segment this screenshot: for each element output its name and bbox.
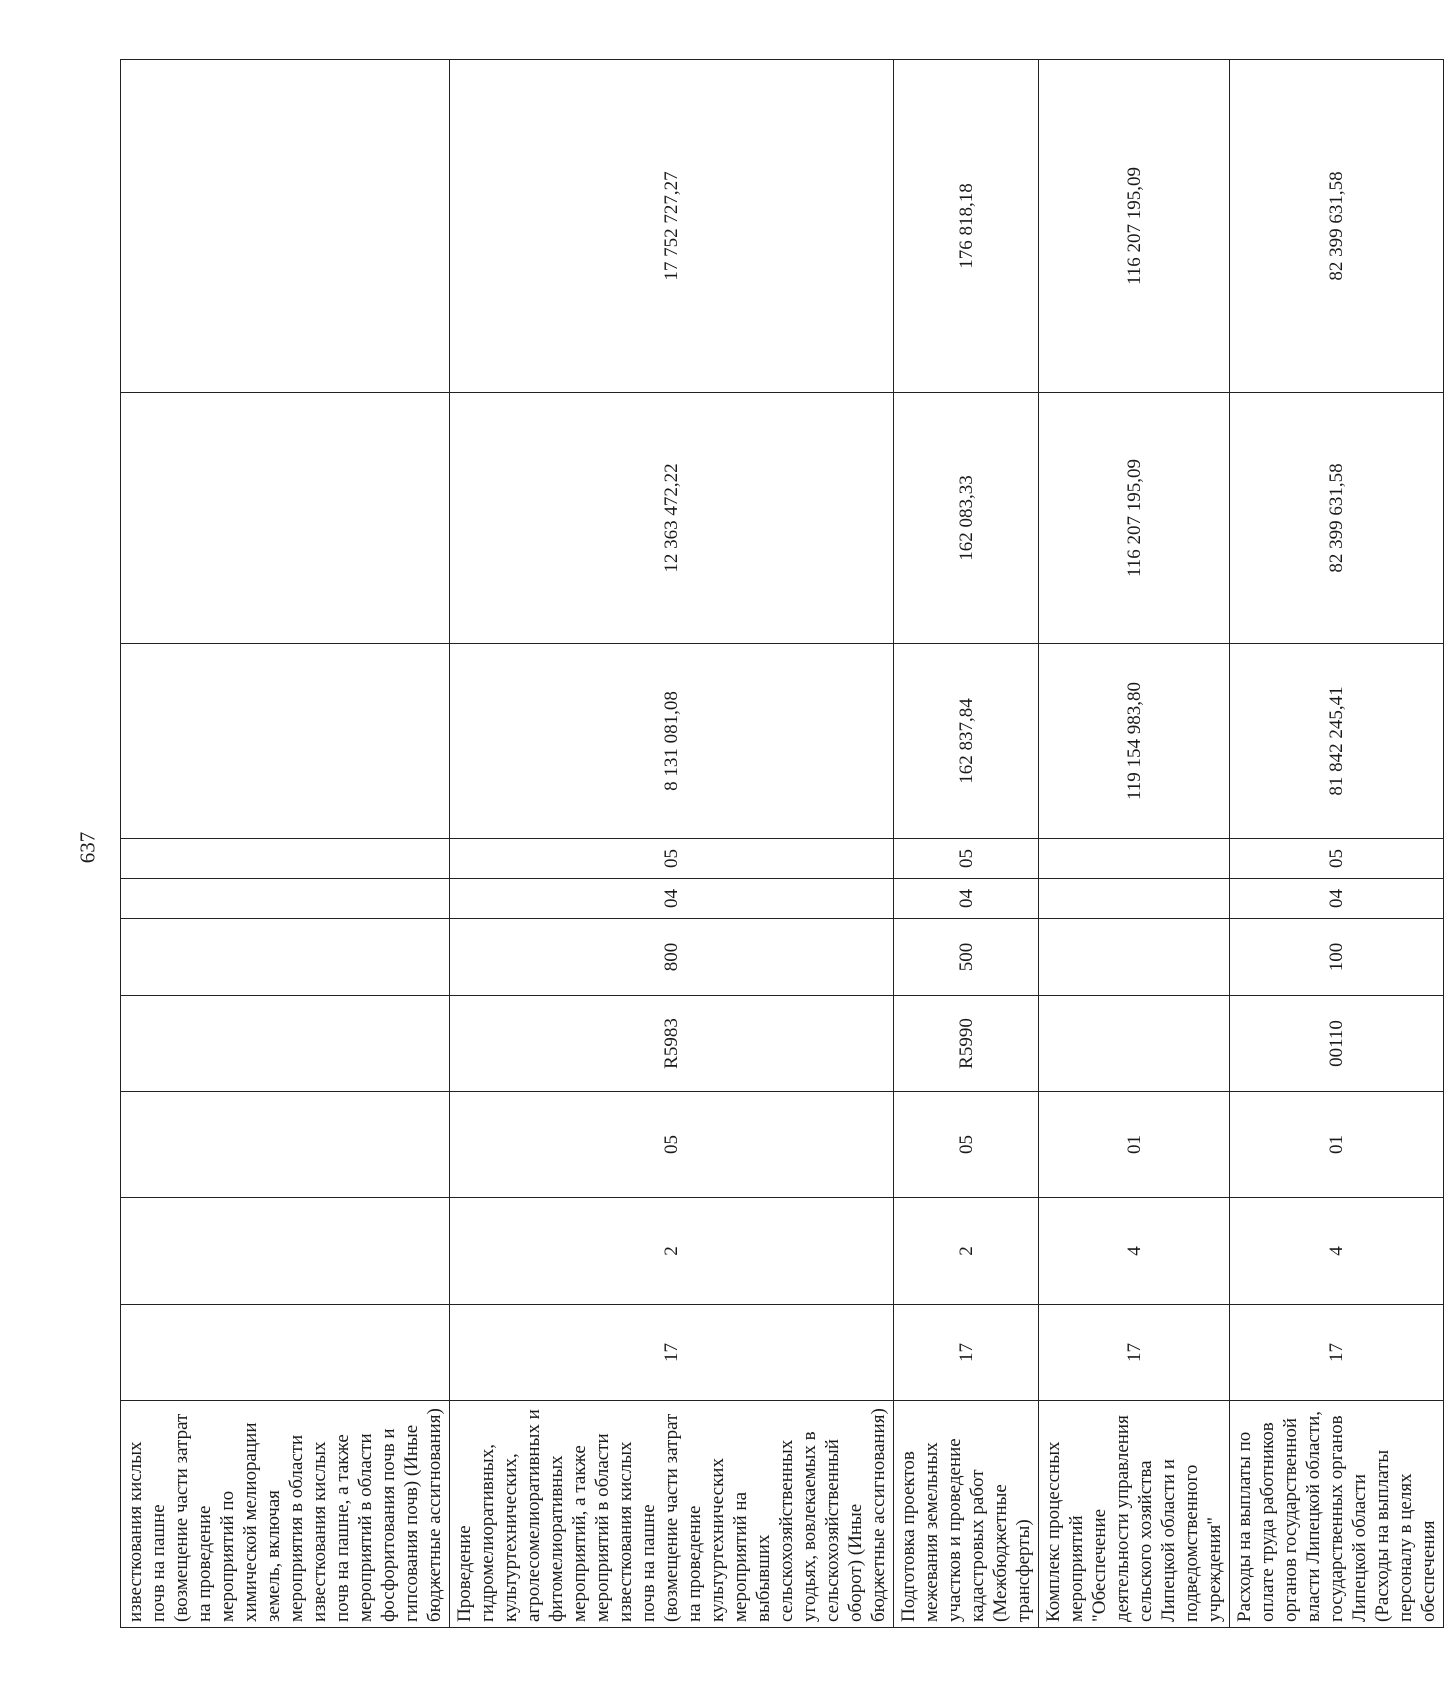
cell-code: 2 <box>894 1198 1039 1305</box>
row-name: Подготовка проектов межевания земельных участков и проведение кадастровых работ (Межбюджетные трансферты) <box>894 1401 1039 1628</box>
table-row <box>450 60 894 1628</box>
cell-code: 00110 <box>1230 996 1444 1092</box>
cell-code <box>1039 839 1230 879</box>
cell-code <box>121 839 450 879</box>
cell-amount: 116 207 195,09 <box>1039 393 1230 644</box>
cell-code <box>1039 996 1230 1092</box>
cell-code: 04 <box>894 879 1039 919</box>
row-name: известкования кислых почв на пашне (возмещение части затрат на проведение мероприятий по химической мелиорации земель, включая мероприятия в области известкования кислых почв на пашне, а также мероприятий в области фосфоритования почв и гипсования почв) (Иные бюджетные ассигнования) <box>121 1401 450 1628</box>
cell-code: 04 <box>450 879 894 919</box>
cell-code <box>121 919 450 996</box>
cell-code: 05 <box>450 839 894 879</box>
budget-table <box>120 59 1444 1628</box>
cell-amount: 81 842 245,41 <box>1230 644 1444 839</box>
row-name: Расходы на выплаты по оплате труда работников органов государственной власти Липецкой области, государственных органов Липецкой области (Расходы на выплаты персоналу в целях обеспечения <box>1230 1401 1444 1628</box>
cell-amount <box>121 60 450 393</box>
cell-code: 05 <box>894 839 1039 879</box>
cell-code: R5990 <box>894 996 1039 1092</box>
table-row <box>894 60 1039 1628</box>
cell-code <box>1039 919 1230 996</box>
table-row <box>1039 60 1230 1628</box>
cell-amount: 8 131 081,08 <box>450 644 894 839</box>
cell-code <box>121 1305 450 1401</box>
cell-amount: 162 083,33 <box>894 393 1039 644</box>
cell-code: 01 <box>1039 1092 1230 1198</box>
cell-amount: 12 363 472,22 <box>450 393 894 644</box>
page-number: 637 <box>75 831 100 864</box>
cell-amount: 162 837,84 <box>894 644 1039 839</box>
table-row <box>1230 60 1444 1628</box>
cell-amount: 17 752 727,27 <box>450 60 894 393</box>
cell-code: 800 <box>450 919 894 996</box>
cell-code <box>121 879 450 919</box>
cell-code: 4 <box>1039 1198 1230 1305</box>
cell-code: R5983 <box>450 996 894 1092</box>
cell-code: 4 <box>1230 1198 1444 1305</box>
row-name: Проведение гидромелиоративных, культуртехнических, агролесомелиоративных и фитомелиоративных мероприятий, а также мероприятий в области известкования кислых почв на пашне (возмещение части затрат на проведение культуртехнических мероприятий на выбывших сельскохозяйственных угодьях, вовлекаемых в сельскохозяйственный оборот) (Иные бюджетные ассигнования) <box>450 1401 894 1628</box>
cell-amount: 82 399 631,58 <box>1230 393 1444 644</box>
cell-code: 17 <box>450 1305 894 1401</box>
cell-code <box>121 1092 450 1198</box>
row-name: Комплекс процессных мероприятий "Обеспечение деятельности управления сельского хозяйства Липецкой области и подведомственного учреждения" <box>1039 1401 1230 1628</box>
cell-code: 100 <box>1230 919 1444 996</box>
cell-code <box>1039 879 1230 919</box>
cell-code: 500 <box>894 919 1039 996</box>
cell-amount <box>121 644 450 839</box>
cell-amount: 82 399 631,58 <box>1230 60 1444 393</box>
cell-amount: 176 818,18 <box>894 60 1039 393</box>
cell-code: 04 <box>1230 879 1444 919</box>
cell-code: 01 <box>1230 1092 1444 1198</box>
rotated-table-container <box>120 60 1439 1628</box>
cell-code: 17 <box>1039 1305 1230 1401</box>
table-row <box>121 60 450 1628</box>
cell-code: 05 <box>1230 839 1444 879</box>
cell-amount: 116 207 195,09 <box>1039 60 1230 393</box>
cell-code: 05 <box>894 1092 1039 1198</box>
cell-code <box>121 996 450 1092</box>
cell-code: 17 <box>894 1305 1039 1401</box>
cell-code: 17 <box>1230 1305 1444 1401</box>
cell-amount: 119 154 983,80 <box>1039 644 1230 839</box>
cell-code: 2 <box>450 1198 894 1305</box>
cell-code <box>121 1198 450 1305</box>
cell-amount <box>121 393 450 644</box>
cell-code: 05 <box>450 1092 894 1198</box>
